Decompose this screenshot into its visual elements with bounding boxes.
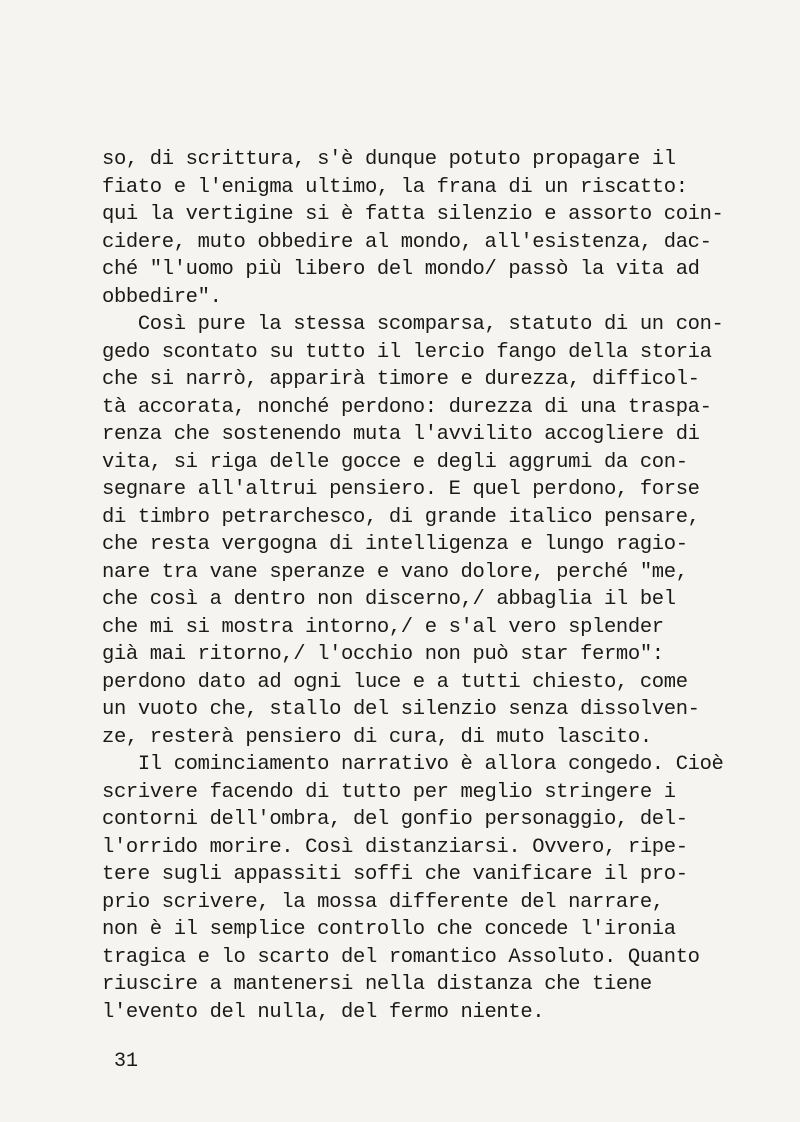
text-line: ze, resterà pensiero di cura, di muto lascito.	[102, 725, 652, 749]
text-line: già mai ritorno,/ l'occhio non può star fermo":	[102, 643, 664, 666]
text-line: tà accorata, nonché perdono: durezza di una traspa-	[102, 395, 712, 419]
text-line: qui la vertigine si è fatta silenzio e assorto coin-	[102, 203, 724, 226]
text-line: scrivere facendo di tutto per meglio stringere i	[102, 780, 676, 804]
text-line: riuscire a mantenersi nella distanza che tiene	[102, 973, 652, 996]
text-line: che così a dentro non discerno,/ abbaglia il bel	[102, 588, 676, 611]
text-line: tere sugli appassiti soffi che vanificare il pro-	[102, 863, 688, 886]
text-line: non è il semplice controllo che concede l'ironia	[102, 918, 676, 941]
text-line: perdono dato ad ogni luce e a tutti chiesto, come	[102, 670, 688, 694]
text-line: che si narrò, apparirà timore e durezza, difficol-	[102, 368, 700, 391]
text-line: nare tra vane speranze e vano dolore, perché "me,	[102, 560, 688, 584]
text-line: Così pure la stessa scomparsa, statuto di un con-	[102, 313, 724, 336]
text-line: di timbro petrarchesco, di grande italico pensare,	[102, 505, 700, 529]
text-line: contorni dell'ombra, del gonfio personaggio, del-	[102, 808, 688, 831]
text-line: l'orrido morire. Così distanziarsi. Ovvero, ripe-	[102, 835, 688, 859]
text-line: renza che sostenendo muta l'avvilito accogliere di	[102, 423, 700, 446]
text-line: l'evento del nulla, del fermo niente.	[102, 1000, 545, 1024]
text-line: obbedire".	[102, 285, 222, 309]
text-line: tragica e lo scarto del romantico Assoluto. Quanto	[102, 945, 700, 969]
text-line: fiato e l'enigma ultimo, la frana di un riscatto:	[102, 175, 688, 199]
text-line: ché "l'uomo più libero del mondo/ passò la vita ad	[102, 258, 700, 281]
text-line: che resta vergogna di intelligenza e lungo ragio-	[102, 533, 688, 556]
body-text	[102, 146, 792, 1026]
text-line: cidere, muto obbedire al mondo, all'esistenza, dac-	[102, 230, 712, 254]
text-line: so, di scrittura, s'è dunque potuto propagare il	[102, 148, 676, 171]
text-line: gedo scontato su tutto il lercio fango della storia	[102, 340, 712, 364]
text-line: Il cominciamento narrativo è allora congedo. Cioè	[102, 753, 724, 776]
page-number: 31	[114, 1050, 139, 1073]
text-line: prio scrivere, la mossa differente del narrare,	[102, 890, 664, 914]
text-line: un vuoto che, stallo del silenzio senza dissolven-	[102, 698, 700, 721]
text-line: che mi si mostra intorno,/ e s'al vero splender	[102, 615, 664, 639]
text-line: segnare all'altrui pensiero. E quel perdono, forse	[102, 478, 700, 501]
text-line: vita, si riga delle gocce e degli aggrumi da con-	[102, 450, 688, 474]
